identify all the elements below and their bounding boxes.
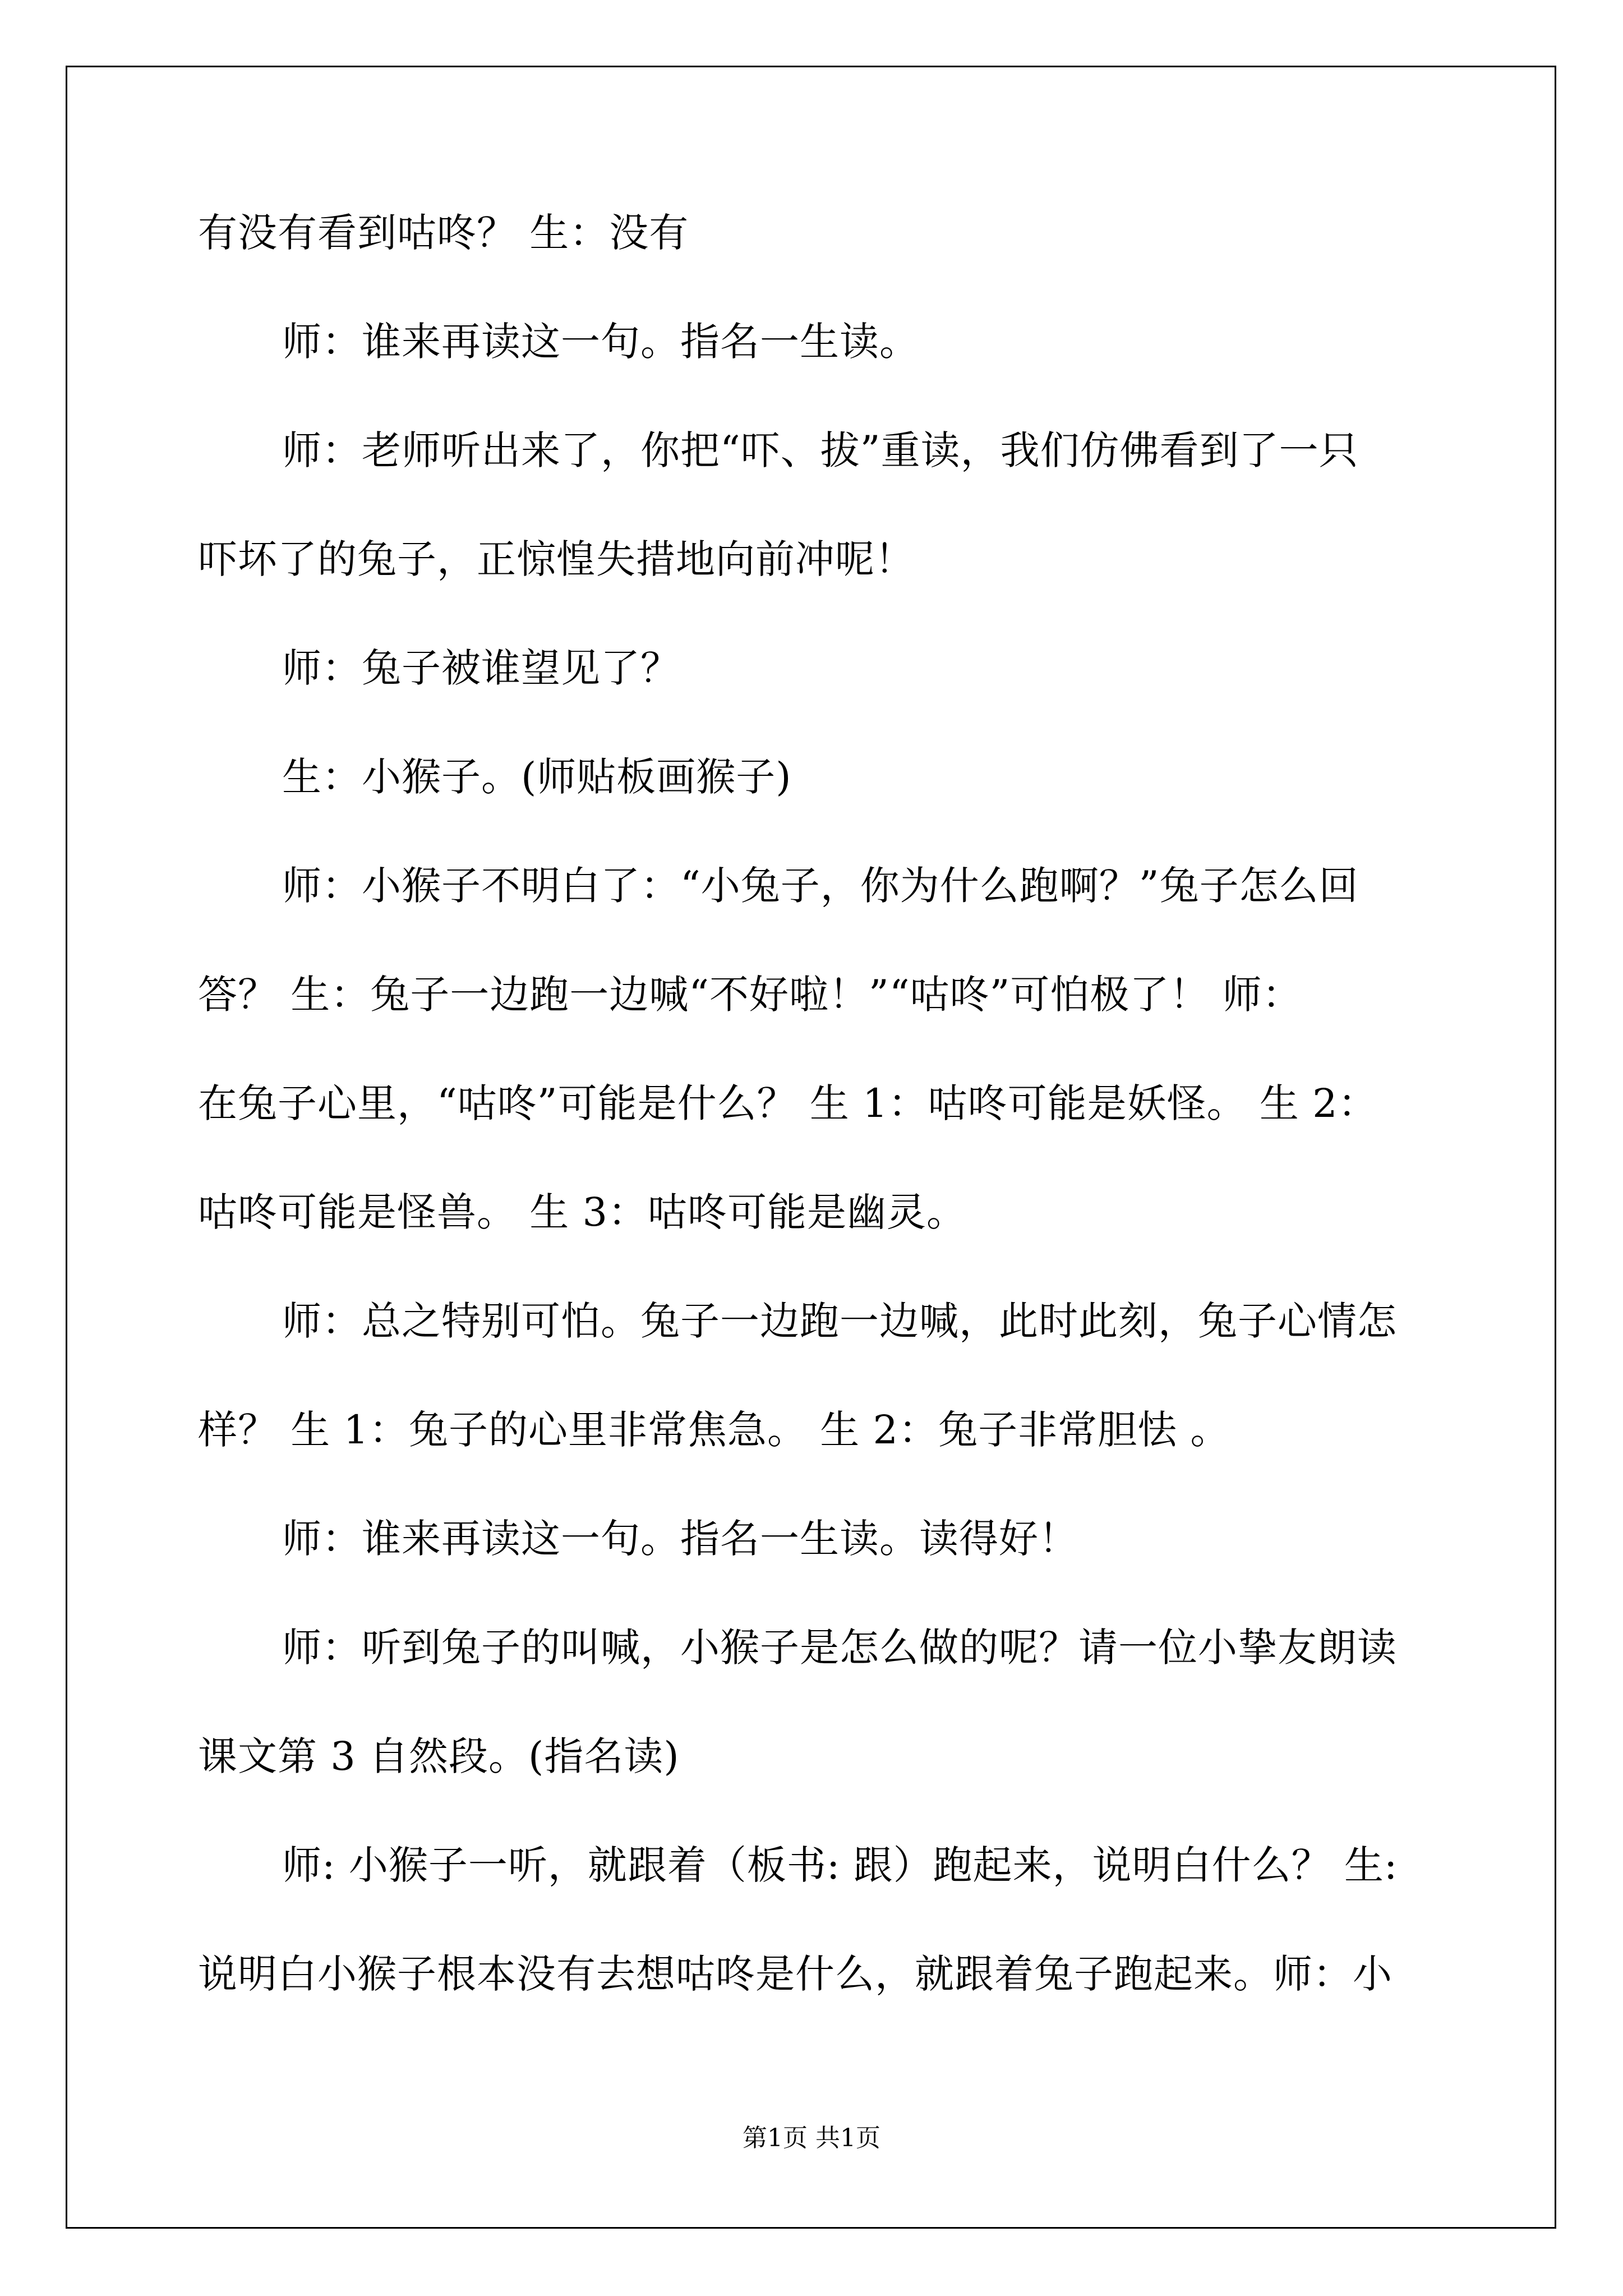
- text-line-15: 课文第 3 自然段。(指名读): [198, 1733, 680, 1779]
- text-line-9: 在兔子心里，“咕咚”可能是什么？ 生 1：咕咚可能是妖怪。 生 2：: [198, 1080, 1378, 1126]
- text-line-6: 生：小猴子。(师贴板画猴子): [282, 754, 792, 800]
- text-line-13: 师：谁来再读这一句。指名一生读。读得好！: [282, 1516, 1078, 1562]
- text-line-2: 师：谁来再读这一句。指名一生读。: [282, 319, 919, 365]
- text-line-16: 师: 小猴子一听，就跟着（板书: 跟）跑起来，说明白什么？ 生:: [282, 1842, 1398, 1888]
- text-line-1: 有没有看到咕咚？ 生：没有: [198, 210, 689, 256]
- text-line-10: 咕咚可能是怪兽。 生 3：咕咚可能是幽灵。: [198, 1189, 967, 1235]
- text-line-3: 师：老师听出来了，你把“吓、拔”重读，我们仿佛看到了一只: [282, 427, 1359, 473]
- text-line-5: 师：兔子被谁望见了？: [282, 645, 680, 691]
- text-line-7: 师：小猴子不明白了：“小兔子，你为什么跑啊？”兔子怎么回: [282, 863, 1359, 909]
- page-border: [66, 66, 1556, 2229]
- text-line-14: 师：听到兔子的叫喊，小猴子是怎么做的呢？请一位小挚友朗读: [282, 1625, 1397, 1671]
- text-line-4: 吓坏了的兔子，正惊惶失措地向前冲呢！: [198, 536, 915, 582]
- page-footer: 第1页 共1页: [743, 2124, 880, 2152]
- text-line-12: 样？ 生 1：兔子的心里非常焦急。 生 2：兔子非常胆怯 。: [198, 1407, 1230, 1453]
- text-line-17: 说明白小猴子根本没有去想咕咚是什么，就跟着兔子跑起来。师：小: [198, 1951, 1393, 1997]
- text-line-11: 师：总之特别可怕。兔子一边跑一边喊，此时此刻，兔子心情怎: [282, 1298, 1397, 1344]
- text-line-8: 答？ 生：兔子一边跑一边喊“不好啦！”“咕咚”可怕极了！ 师：: [198, 972, 1302, 1018]
